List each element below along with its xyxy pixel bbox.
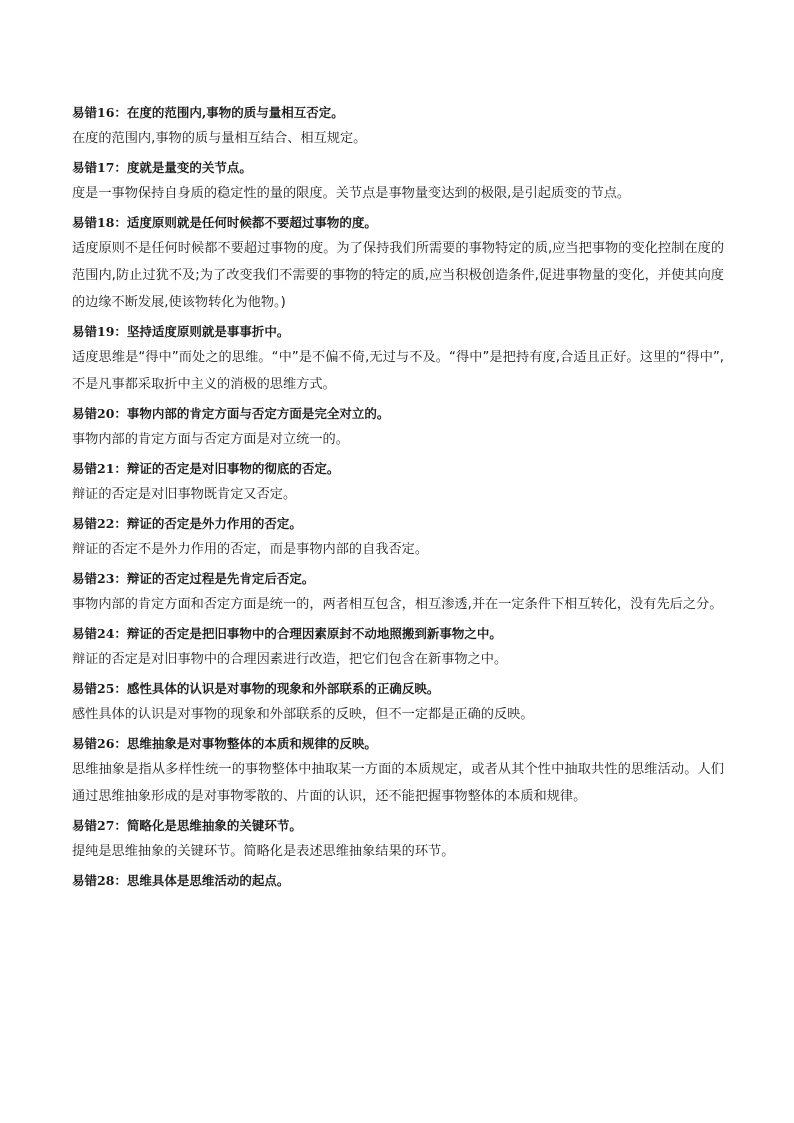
- item-16-body: 在度的范围内,事物的质与量相互结合、相互规定。: [72, 131, 367, 146]
- item-25-body: 感性具体的认识是对事物的现象和外部联系的反映，但不一定都是正确的反映。: [72, 707, 534, 722]
- item-23-body: 事物内部的肯定方面和否定方面是统一的，两者相互包含，相互渗透,并在一定条件下相互转化，没有先后之分。: [72, 597, 723, 612]
- item-19-body: 适度思维是“得中”而处之的思维。“中”是不偏不倚,无过与不及。“得中”是把持有度,合适且正好。这里的“得中”,不是凡事都采取折中主义的消极的思维方式。: [72, 350, 724, 392]
- item-20-body: 事物内部的肯定方面与否定方面是对立统一的。: [72, 432, 349, 447]
- item-24-heading: 易错24：辩证的否定是把旧事物中的合理因素原封不动地照搬到新事物之中。: [72, 626, 502, 641]
- item-22-body: 辩证的否定不是外力作用的否定，而是事物内部的自我否定。: [72, 542, 429, 557]
- item-25-heading: 易错25：感性具体的认识是对事物的现象和外部联系的正确反映。: [72, 681, 440, 696]
- item-16-heading: 易错16：在度的范围内,事物的质与量相互否定。: [72, 105, 344, 120]
- item-24-body: 辩证的否定是对旧事物中的合理因素进行改造，把它们包含在新事物之中。: [72, 652, 508, 667]
- item-22-heading: 易错22：辩证的否定是外力作用的否定。: [72, 516, 302, 531]
- item-21-heading: 易错21：辩证的否定是对旧事物的彻底的否定。: [72, 461, 340, 476]
- item-26-body: 思维抽象是指从多样性统一的事物整体中抽取某一方面的本质规定，或者从其个性中抽取共性的思维活动。人们通过思维抽象形成的是对事物零散的、片面的认识，还不能把握事物整体的本质和规律。: [72, 762, 724, 804]
- item-27-heading: 易错27：简略化是思维抽象的关键环节。: [72, 818, 302, 833]
- item-28-heading: 易错28：思维具体是思维活动的起点。: [72, 873, 290, 888]
- item-23-heading: 易错23：辩证的否定过程是先肯定后否定。: [72, 571, 315, 586]
- item-27-body: 提纯是思维抽象的关键环节。简略化是表述思维抽象结果的环节。: [72, 844, 455, 859]
- document-content: [72, 100, 724, 893]
- item-17-body: 度是一事物保持自身质的稳定性的量的限度。关节点是事物量变达到的极限,是引起质变的节点。: [72, 186, 631, 201]
- item-17-heading: 易错17：度就是量变的关节点。: [72, 160, 252, 175]
- item-18-body: 适度原则不是任何时候都不要超过事物的度。为了保持我们所需要的事物特定的质,应当把事物的变化控制在度的范围内,防止过犹不及;为了改变我们不需要的事物的特定的质,应当积极创造条件,促进事物量的变化，并使其向度的边缘不断发展,使该物转化为他物。): [72, 241, 724, 310]
- item-26-heading: 易错26：思维抽象是对事物整体的本质和规律的反映。: [72, 736, 377, 751]
- item-21-body: 辩证的否定是对旧事物既肯定又否定。: [72, 487, 297, 502]
- item-20-heading: 易错20：事物内部的肯定方面与否定方面是完全对立的。: [72, 406, 390, 421]
- item-19-heading: 易错19：坚持适度原则就是事事折中。: [72, 324, 290, 339]
- item-18-heading: 易错18：适度原则就是任何时候都不要超过事物的度。: [72, 215, 377, 230]
